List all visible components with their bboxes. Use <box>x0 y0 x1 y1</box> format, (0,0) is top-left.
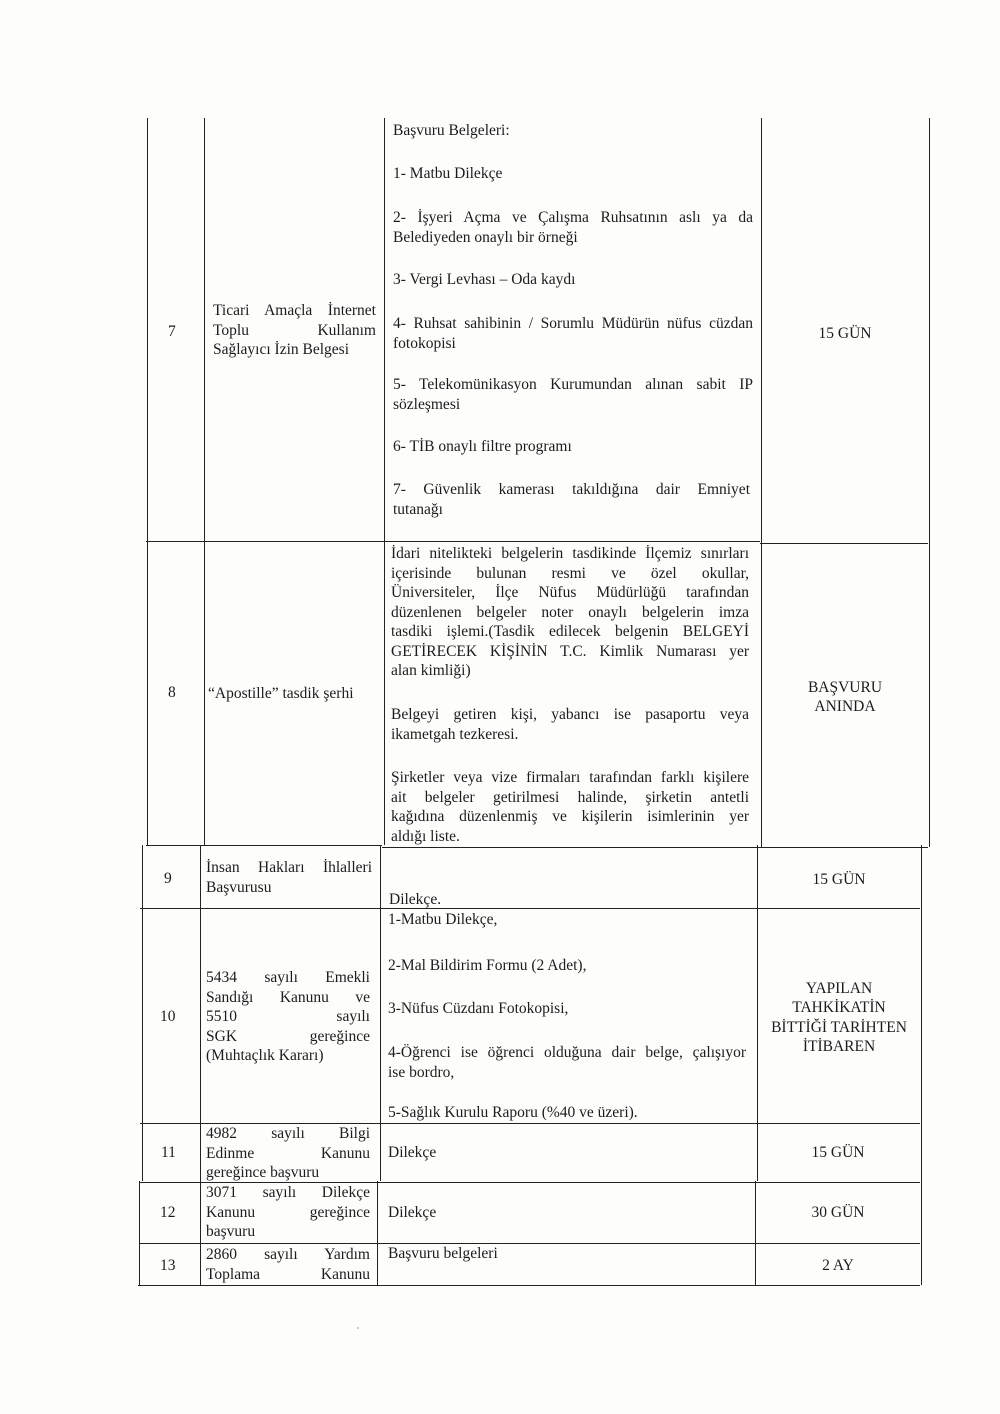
document-item: 4-Öğrenci ise öğrenci olduğuna dair belge, çalışıyor ise bordro, <box>388 1044 746 1081</box>
document-item: 3- Vergi Levhası – Oda kaydı <box>393 271 576 288</box>
required-documents: Dilekçe. <box>389 891 442 908</box>
column-divider <box>200 845 201 1285</box>
document-paragraph: Şirketler veya vize firmaları tarafından farklı kişilere ait belgeler getirilmesi halinde, şirketin antetli kağıdına düzenlenmiş ve kişilerin isimlerinin yer aldığı liste. <box>391 769 749 845</box>
completion-time: 30 GÜN <box>811 1204 865 1221</box>
column-divider <box>204 118 205 845</box>
column-divider <box>929 118 930 847</box>
column-divider <box>921 845 922 1285</box>
row-divider <box>760 543 928 544</box>
service-name: 5434 sayılı Emekli Sandığı Kanunu ve 5510 sayılı SGK gereğince (Muhtaçlık Kararı) <box>206 969 370 1064</box>
completion-time: 15 GÜN <box>812 871 866 888</box>
completion-time-line: TAHKİKATİN <box>792 999 886 1016</box>
row-number: 8 <box>168 684 176 701</box>
required-documents: Dilekçe <box>388 1144 437 1161</box>
row-divider <box>140 1243 920 1244</box>
document-item: 1- Matbu Dilekçe <box>393 165 503 182</box>
service-name: 2860 sayılı Yardım Toplama Kanunu <box>206 1246 370 1283</box>
document-item: 2-Mal Bildirim Formu (2 Adet), <box>388 957 587 974</box>
required-documents: Dilekçe <box>388 1204 437 1221</box>
completion-time-line: BİTTİĞİ TARİHTEN <box>771 1019 907 1036</box>
row-divider <box>146 845 382 846</box>
row-divider <box>382 847 928 848</box>
completion-time: 15 GÜN <box>818 325 872 342</box>
document-item: 3-Nüfus Cüzdanı Fotokopisi, <box>388 1000 569 1017</box>
completion-time-line: YAPILAN <box>805 980 873 997</box>
column-divider <box>380 845 381 1181</box>
table-bottom-border <box>138 1285 920 1286</box>
column-divider <box>139 1181 140 1285</box>
required-documents: Başvuru belgeleri <box>388 1245 498 1262</box>
service-name: “Apostille” tasdik şerhi <box>208 685 354 702</box>
service-name: İnsan Hakları İhlalleri Başvurusu <box>206 859 372 896</box>
row-divider <box>146 541 760 542</box>
completion-time: 15 GÜN <box>811 1144 865 1161</box>
document-item: 5-Sağlık Kurulu Raporu (%40 ve üzeri). <box>388 1104 638 1121</box>
column-divider <box>377 1181 378 1285</box>
document-item: 5- Telekomünikasyon Kurumundan alınan sabit IP sözleşmesi <box>393 376 753 413</box>
service-name: Ticari Amaçla İnternet Toplu Kullanım Sağlayıcı İzin Belgesi <box>213 302 376 358</box>
row-number: 10 <box>160 1008 176 1025</box>
document-item: 2- İşyeri Açma ve Çalışma Ruhsatının aslı ya da Belediyeden onaylı bir örneği <box>393 209 753 246</box>
document-paragraph: İdari nitelikteki belgelerin tasdikinde İlçemiz sınırları içerisinde bulunan resmi ve özel okullar, Üniversiteler, İlçe Nüfus Müdürlüğü tarafından düzenlenen belgeler noter onaylı belgelerin imza tasdiki işlemi.(Tasdik edilecek belgenin BELGEYİ GETİRECEK KİŞİNİN T.C. Kimlik Numarası yer alan kimliği) <box>391 545 749 679</box>
service-name: 4982 sayılı Bilgi Edinme Kanunu gereğince başvuru <box>206 1125 370 1181</box>
document-paragraph: Belgeyi getiren kişi, yabancı ise pasaportu veya ikametgah tezkeresi. <box>391 706 749 743</box>
row-number: 11 <box>161 1144 176 1161</box>
row-number: 13 <box>160 1257 176 1274</box>
row-number: 12 <box>160 1204 176 1221</box>
row-number: 9 <box>164 870 172 887</box>
documents-heading: Başvuru Belgeleri: <box>393 122 510 139</box>
column-divider <box>761 118 762 847</box>
document-item: 1-Matbu Dilekçe, <box>388 911 498 928</box>
scan-speck <box>357 1327 359 1329</box>
completion-time: ANINDA <box>814 698 876 715</box>
column-divider <box>142 845 143 1181</box>
column-divider <box>384 118 385 845</box>
completion-time-line: İTİBAREN <box>802 1038 876 1055</box>
row-number: 7 <box>168 323 176 340</box>
document-item: 7- Güvenlik kamerası takıldığına dair Emniyet tutanağı <box>393 481 750 518</box>
row-divider <box>140 908 920 909</box>
service-name: 3071 sayılı Dilekçe Kanunu gereğince başvuru <box>206 1184 370 1240</box>
column-divider <box>147 118 148 845</box>
document-item: 6- TİB onaylı filtre programı <box>393 438 572 455</box>
completion-time: 2 AY <box>822 1257 854 1274</box>
completion-time: BAŞVURU <box>807 679 883 696</box>
document-item: 4- Ruhsat sahibinin / Sorumlu Müdürün nüfus cüzdan fotokopisi <box>393 315 753 352</box>
